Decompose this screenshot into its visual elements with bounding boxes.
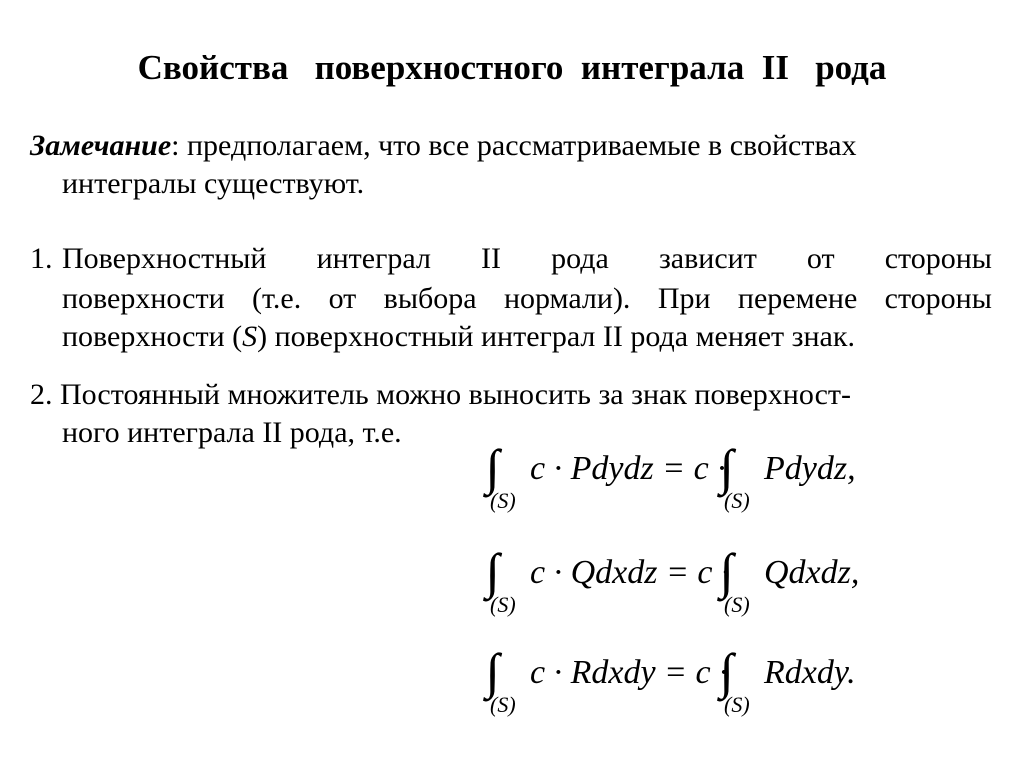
p1-word: Поверхностный: [62, 242, 267, 275]
remark-label: Замечание: [30, 129, 172, 162]
p1-word: стороны: [884, 242, 992, 275]
formula-left: c · Qdxdz = c ·: [530, 554, 730, 591]
p1-word: от: [806, 242, 835, 275]
p1-word: стороны: [884, 282, 992, 315]
p1-line3-post: ) поверхностный интеграл II рода меняет знак.: [257, 320, 855, 353]
p1-word: от: [328, 282, 357, 315]
property-2-text-1: Постоянный множитель можно выносить за знак поверхност-: [60, 378, 851, 411]
p1-word: (т.е.: [252, 282, 302, 315]
integration-domain: (S): [724, 592, 750, 617]
formula-1: [486, 446, 906, 518]
integration-domain: (S): [490, 592, 516, 617]
property-2-number: 2.: [30, 378, 53, 411]
remark-line-1: [30, 127, 857, 165]
formula-right: Qdxdz,: [764, 554, 860, 591]
p1-word: перемене: [737, 282, 858, 315]
p1-word: выбора: [383, 282, 477, 315]
remark-colon: :: [171, 129, 187, 162]
integration-domain: (S): [490, 692, 516, 717]
property-1-line-1: [62, 240, 992, 278]
formula-left: c · Pdydz = c ·: [530, 450, 726, 487]
integration-domain: (S): [724, 488, 750, 513]
property-1-line-2: [62, 280, 992, 318]
remark-text-1: предполагаем, что все рассматриваемые в свойствах: [186, 129, 857, 162]
integration-domain: (S): [724, 692, 750, 717]
p1-word: зависит: [658, 242, 757, 275]
formula-2: [486, 550, 906, 622]
p1-word: интеграл: [316, 242, 431, 275]
p1-line3-pre: поверхности (: [62, 320, 243, 353]
integration-domain: (S): [490, 488, 516, 513]
p1-word: рода: [551, 242, 609, 275]
p1-word: II: [481, 242, 502, 275]
property-2-line-2: ного интеграла II рода, т.е.: [62, 416, 402, 449]
slide-title: Свойства поверхностного интеграла II рода: [137, 48, 887, 87]
formula-left: c · Rdxdy = c ·: [530, 654, 728, 691]
property-1-number: 1.: [30, 242, 53, 275]
p1-word: нормали).: [503, 282, 631, 315]
property-2-line-1: [30, 376, 851, 414]
formula-right: Rdxdy.: [764, 654, 856, 691]
remark-line-2: интегралы существуют.: [62, 167, 365, 200]
formula-3: [486, 650, 906, 722]
property-1-line-3: [62, 318, 855, 356]
p1-word: поверхности: [62, 282, 225, 315]
formula-right: Pdydz,: [764, 450, 856, 487]
p1-word: При: [657, 282, 711, 315]
surface-variable: S: [242, 320, 258, 353]
